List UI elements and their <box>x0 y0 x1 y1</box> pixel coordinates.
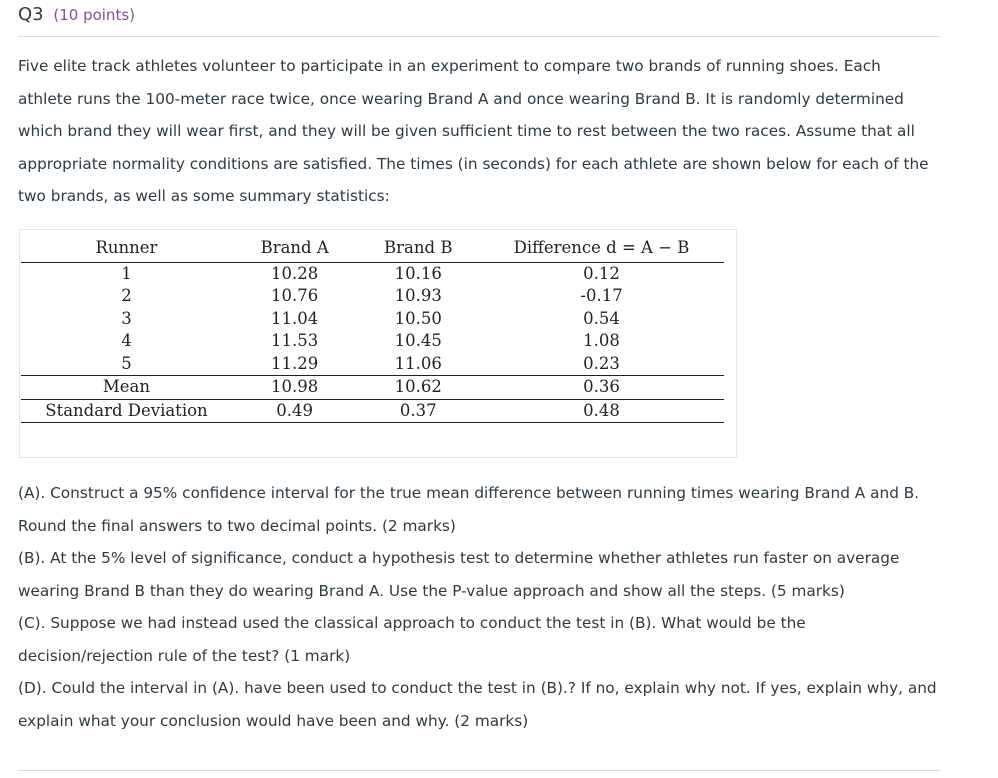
table-row <box>21 353 724 376</box>
cell-difference: 0.54 <box>583 308 620 328</box>
cell-brand-a: 10.76 <box>271 286 319 305</box>
header-runner: Runner <box>21 237 232 262</box>
part-d: (D). Could the interval in (A). have been used to conduct the test in (B).? If no, explain why not. If yes, explain why, and explain what your conclusion would have been and why. (2 marks) <box>18 679 937 730</box>
part-c: (C). Suppose we had instead used the classical approach to conduct the test in (B). What would be the decision/rejection rule of the test? (1 mark) <box>18 614 806 665</box>
table-sd-row <box>21 399 724 423</box>
cell-runner: 2 <box>121 286 132 305</box>
table-mean-row <box>21 376 724 400</box>
cell-sd-difference: 0.48 <box>479 399 724 423</box>
cell-brand-a: 10.28 <box>271 263 319 283</box>
cell-runner: 4 <box>121 331 132 350</box>
question-header <box>18 4 135 25</box>
cell-brand-a: 11.53 <box>271 331 319 350</box>
question-points: (10 points) <box>53 6 135 24</box>
question-parts <box>18 477 938 737</box>
cell-brand-a: 11.04 <box>271 308 319 328</box>
part-a: (A). Construct a 95% confidence interval for the true mean difference between running times wearing Brand A and B. Round the final answers to two decimal points. (2 marks) <box>18 484 920 535</box>
cell-difference: -0.17 <box>580 286 623 305</box>
cell-runner: 3 <box>121 308 132 328</box>
cell-brand-b: 11.06 <box>394 353 442 373</box>
data-table <box>21 237 724 423</box>
cell-brand-b: 10.16 <box>394 263 442 283</box>
cell-sd-brand-a: 0.49 <box>232 399 357 423</box>
footer-divider <box>18 770 940 771</box>
cell-runner: 1 <box>121 263 132 283</box>
cell-brand-b: 10.45 <box>394 331 442 350</box>
table-header-row <box>21 237 724 262</box>
table-row <box>21 285 724 308</box>
cell-mean-label: Mean <box>21 376 232 400</box>
question-intro: Five elite track athletes volunteer to participate in an experiment to compare two brands of running shoes. Each athlete runs the 100-meter race twice, once wearing Brand A and once wearing Brand B. It is randomly determined which brand they will wear first, and they will be given sufficient time to rest between the two races. Assume that all appropriate normality conditions are satisfied. The times (in seconds) for each athlete are shown below for each of the two brands, as well as some summary statistics: <box>18 57 929 205</box>
cell-sd-brand-b: 0.37 <box>357 399 479 423</box>
cell-brand-b: 10.93 <box>394 286 442 305</box>
header-difference: Difference d = A − B <box>479 237 724 262</box>
header-divider <box>18 36 940 37</box>
data-table-container <box>19 229 737 458</box>
table-row <box>21 330 724 353</box>
cell-mean-brand-a: 10.98 <box>232 376 357 400</box>
table-row <box>21 308 724 331</box>
table-row <box>21 262 724 285</box>
header-brand-b: Brand B <box>357 237 479 262</box>
cell-difference: 1.08 <box>583 331 620 350</box>
cell-difference: 0.23 <box>583 353 620 373</box>
part-b: (B). At the 5% level of significance, conduct a hypothesis test to determine whether athletes run faster on average wearing Brand B than they do wearing Brand A. Use the P-value approach and show all the steps. (5 marks) <box>18 549 900 600</box>
cell-difference: 0.12 <box>583 263 620 283</box>
cell-brand-a: 11.29 <box>271 353 319 373</box>
cell-mean-difference: 0.36 <box>479 376 724 400</box>
cell-sd-label: Standard Deviation <box>21 399 232 423</box>
cell-mean-brand-b: 10.62 <box>357 376 479 400</box>
header-brand-a: Brand A <box>232 237 357 262</box>
question-number: Q3 <box>18 4 44 25</box>
cell-brand-b: 10.50 <box>394 308 442 328</box>
cell-runner: 5 <box>121 353 132 373</box>
